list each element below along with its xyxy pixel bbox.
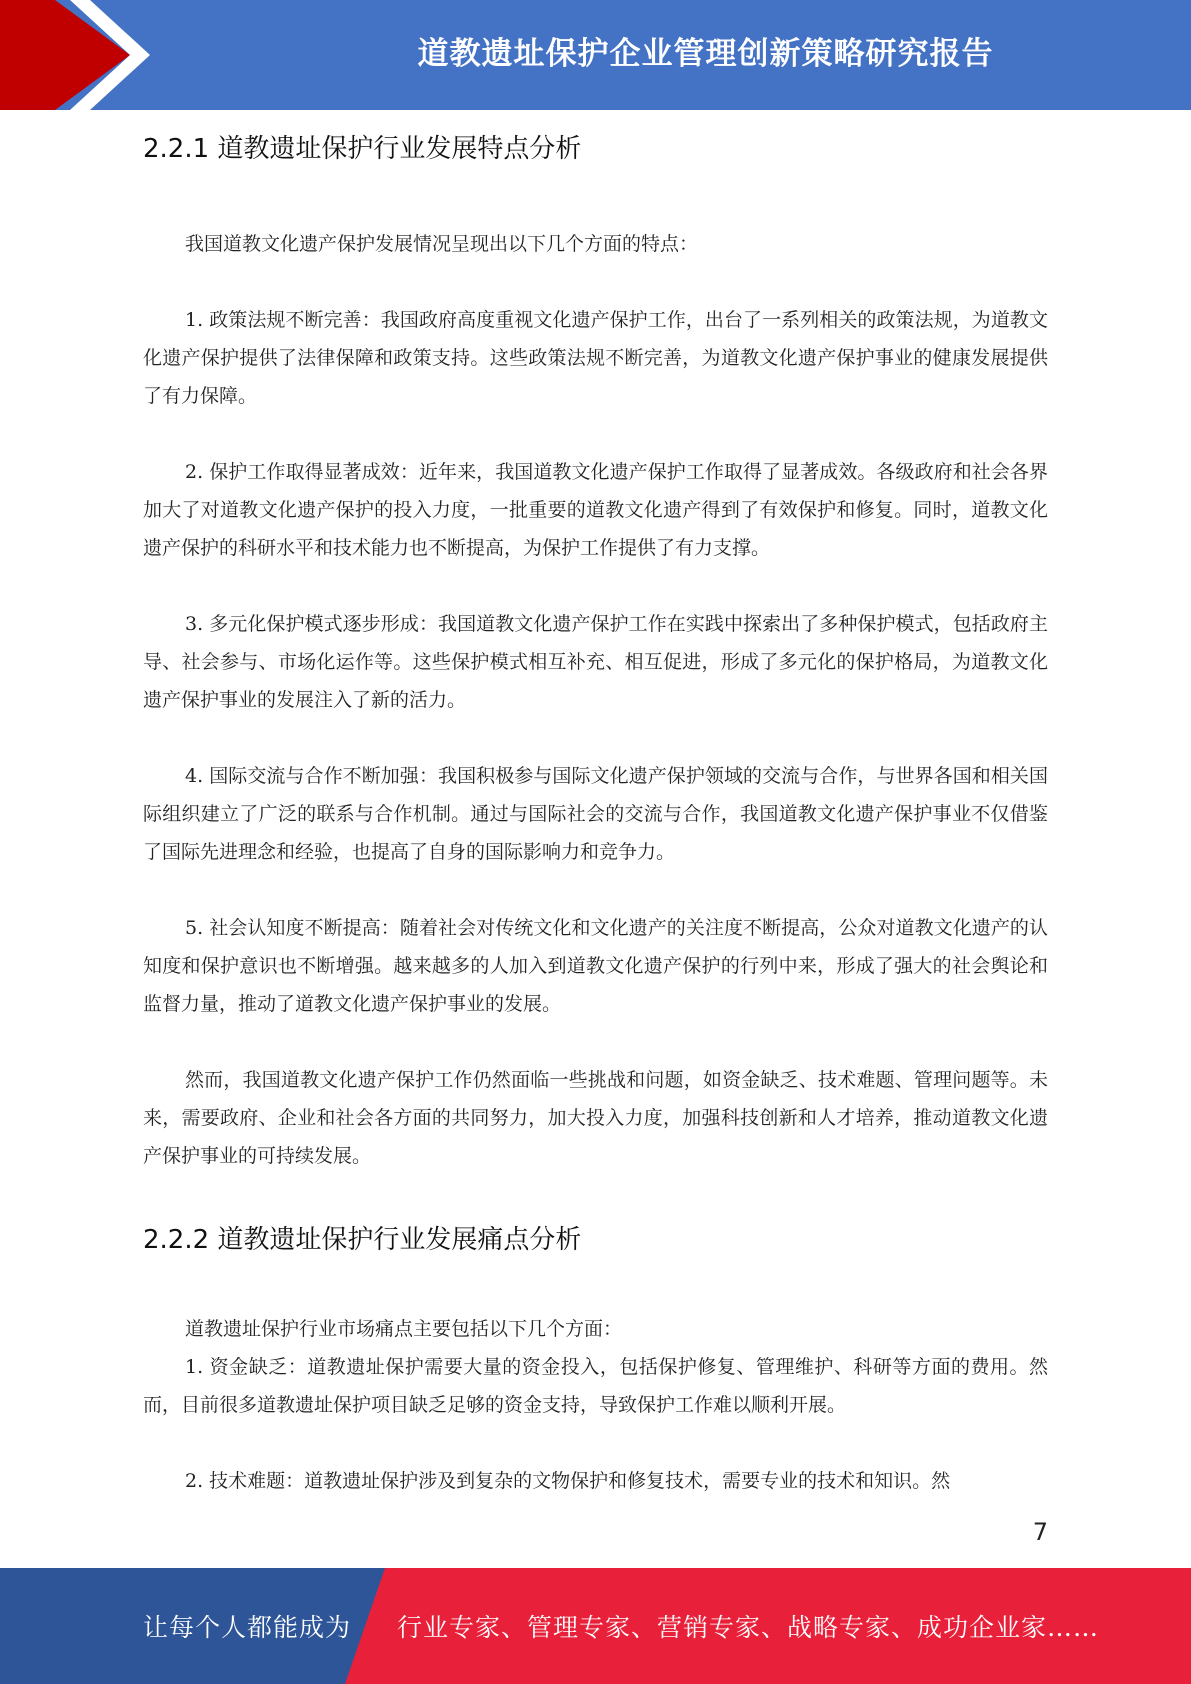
page-header xyxy=(0,0,1191,110)
paragraph: 2. 保护工作取得显著成效：近年来，我国道教文化遗产保护工作取得了显著成效。各级政府和社会各界加大了对道教文化遗产保护的投入力度，一批重要的道教文化遗产得到了有效保护和修复。同时，道教文化遗产保护的科研水平和技术能力也不断提高，为保护工作提供了有力支撑。 xyxy=(143,461,1048,559)
report-title: 道教遗址保护企业管理创新策略研究报告 xyxy=(417,35,994,72)
section-heading-2-2-1: 2.2.1 道教遗址保护行业发展特点分析 xyxy=(143,134,582,164)
footer-slogan-left: 让每个人都能成为 xyxy=(143,1613,352,1642)
page-content xyxy=(143,126,1048,1500)
paragraph: 4. 国际交流与合作不断加强：我国积极参与国际文化遗产保护领域的交流与合作，与世界各国和相关国际组织建立了广泛的联系与合作机制。通过与国际社会的交流与合作，我国道教文化遗产保护事业不仅借鉴了国际先进理念和经验，也提高了自身的国际影响力和竞争力。 xyxy=(143,765,1048,863)
paragraph: 5. 社会认知度不断提高：随着社会对传统文化和文化遗产的关注度不断提高，公众对道教文化遗产的认知度和保护意识也不断增强。越来越多的人加入到道教文化遗产保护的行列中来，形成了强大的社会舆论和监督力量，推动了道教文化遗产保护事业的发展。 xyxy=(143,917,1048,1015)
paragraph: 2. 技术难题：道教遗址保护涉及到复杂的文物保护和修复技术，需要专业的技术和知识。然 xyxy=(185,1470,951,1492)
paragraph: 1. 资金缺乏：道教遗址保护需要大量的资金投入，包括保护修复、管理维护、科研等方面的费用。然而，目前很多道教遗址保护项目缺乏足够的资金支持，导致保护工作难以顺利开展。 xyxy=(143,1356,1048,1416)
paragraph: 我国道教文化遗产保护发展情况呈现出以下几个方面的特点： xyxy=(185,233,699,255)
page-number: 7 xyxy=(1032,1518,1048,1546)
footer-slogan-right: 行业专家、管理专家、营销专家、战略专家、成功企业家…… xyxy=(397,1613,1100,1642)
paragraph: 3. 多元化保护模式逐步形成：我国道教文化遗产保护工作在实践中探索出了多种保护模式，包括政府主导、社会参与、市场化运作等。这些保护模式相互补充、相互促进，形成了多元化的保护格局，为道教文化遗产保护事业的发展注入了新的活力。 xyxy=(143,613,1048,711)
page-footer xyxy=(0,1568,1191,1684)
section-heading-2-2-2: 2.2.2 道教遗址保护行业发展痛点分析 xyxy=(143,1225,582,1255)
header-arrow-icon xyxy=(0,0,160,110)
paragraph: 道教遗址保护行业市场痛点主要包括以下几个方面： xyxy=(185,1318,623,1340)
paragraph: 然而，我国道教文化遗产保护工作仍然面临一些挑战和问题，如资金缺乏、技术难题、管理问题等。未来，需要政府、企业和社会各方面的共同努力，加大投入力度，加强科技创新和人才培养，推动道教文化遗产保护事业的可持续发展。 xyxy=(143,1069,1048,1167)
paragraph: 1. 政策法规不断完善：我国政府高度重视文化遗产保护工作，出台了一系列相关的政策法规，为道教文化遗产保护提供了法律保障和政策支持。这些政策法规不断完善，为道教文化遗产保护事业的健康发展提供了有力保障。 xyxy=(143,309,1048,407)
